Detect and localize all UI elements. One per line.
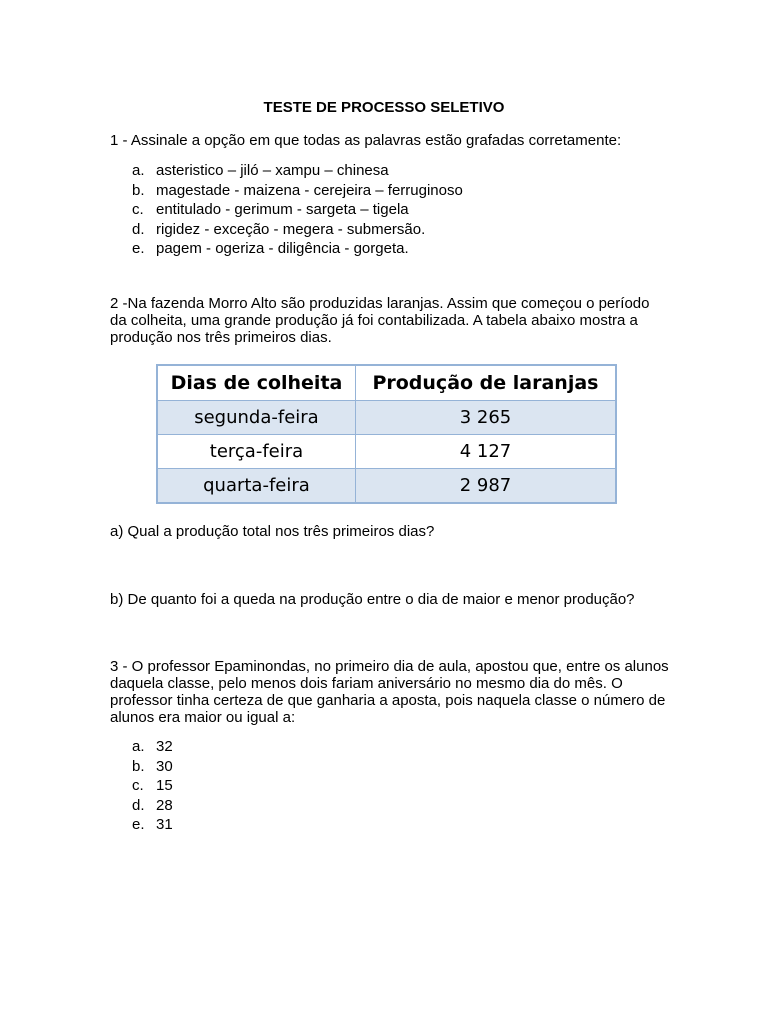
table-header-cell: Produção de laranjas xyxy=(355,365,616,401)
option-letter: b. xyxy=(132,757,145,775)
option-letter: e. xyxy=(132,240,145,257)
table-cell: 2 987 xyxy=(355,469,616,504)
option-item xyxy=(110,161,463,181)
table-cell: quarta-feira xyxy=(157,469,355,504)
option-text: 28 xyxy=(156,796,173,814)
table-cell: segunda-feira xyxy=(157,401,355,435)
option-item xyxy=(110,776,173,796)
option-item xyxy=(110,181,463,201)
option-text: asteristico – jiló – xampu – chinesa xyxy=(156,162,389,179)
table-header-cell: Dias de colheita xyxy=(157,365,355,401)
question-1-options xyxy=(110,161,463,259)
option-item xyxy=(110,737,173,757)
option-text: 15 xyxy=(156,777,173,794)
option-letter: d. xyxy=(132,220,145,238)
table-cell: terça-feira xyxy=(157,435,355,469)
option-text: magestade - maizena - cerejeira – ferruginoso xyxy=(156,181,463,199)
question-2a: a) Qual a produção total nos três primeiros dias? xyxy=(110,523,435,540)
option-item xyxy=(110,815,173,835)
option-letter: a. xyxy=(132,162,145,179)
question-2-prompt: 2 -Na fazenda Morro Alto são produzidas laranjas. Assim que começou o período da colheita, uma grande produção já foi contabilizada. A tabela abaixo mostra a produção nos três primeiros dias. xyxy=(110,295,650,346)
option-text: 30 xyxy=(156,757,173,775)
option-letter: d. xyxy=(132,796,145,814)
question-1-prompt: 1 - Assinale a opção em que todas as palavras estão grafadas corretamente: xyxy=(110,132,622,149)
table-cell: 4 127 xyxy=(355,435,616,469)
table-row xyxy=(157,401,616,435)
table-cell: 3 265 xyxy=(355,401,616,435)
table-row xyxy=(157,469,616,504)
option-item xyxy=(110,220,463,240)
option-text: pagem - ogeriza - diligência - gorgeta. xyxy=(156,240,409,257)
option-letter: b. xyxy=(132,181,145,199)
option-letter: c. xyxy=(132,777,144,794)
option-text: rigidez - exceção - megera - submersão. xyxy=(156,220,426,238)
option-item xyxy=(110,239,463,259)
option-letter: c. xyxy=(132,201,144,218)
option-text: 32 xyxy=(156,738,173,755)
harvest-table xyxy=(156,364,617,504)
page-title: TESTE DE PROCESSO SELETIVO xyxy=(263,99,505,116)
option-text: entitulado - gerimum - sargeta – tigela xyxy=(156,201,409,218)
table-row xyxy=(157,435,616,469)
option-item xyxy=(110,757,173,777)
question-2b: b) De quanto foi a queda na produção entre o dia de maior e menor produção? xyxy=(110,591,635,608)
option-letter: a. xyxy=(132,738,145,755)
question-3-options xyxy=(110,737,173,835)
question-3-prompt: 3 - O professor Epaminondas, no primeiro dia de aula, apostou que, entre os alunos daquela classe, pelo menos dois fariam aniversário no mesmo dia do mês. O professor tinha certeza de que ganharia a aposta, pois naquela classe o número de alunos era maior ou igual a: xyxy=(110,658,669,726)
option-letter: e. xyxy=(132,816,145,833)
table-header-row xyxy=(157,365,616,401)
option-text: 31 xyxy=(156,816,173,833)
option-item xyxy=(110,200,463,220)
option-item xyxy=(110,796,173,816)
